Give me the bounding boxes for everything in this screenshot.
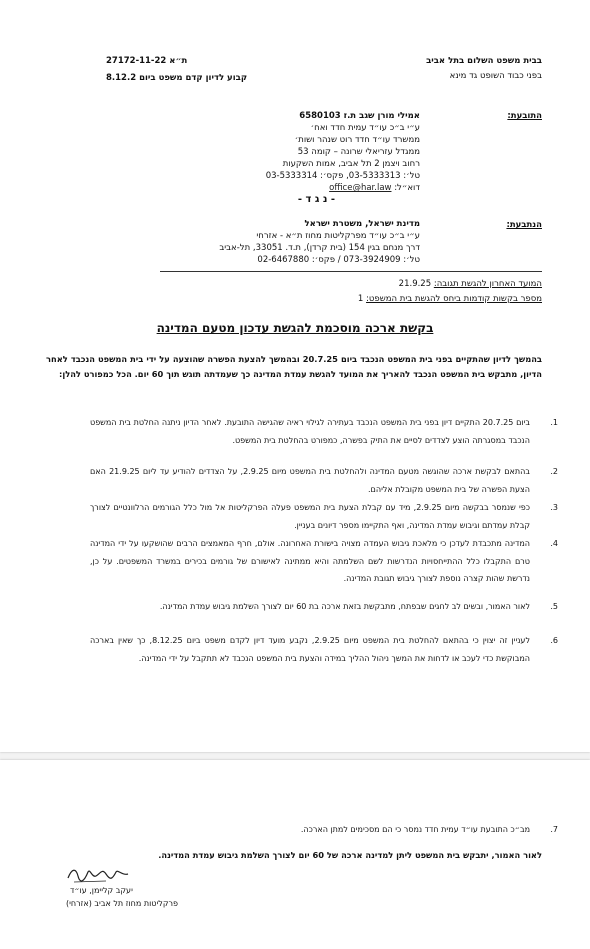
intro-paragraph: בהמשך לדיון שהתקיים בפני בית המשפט הנכבד ביום 20.7.25 ובהמשך להצעת הפשרה שהוצעה על ידי בית המשפט הנכבד לאחר הדיון, מתבקש בית המשפט הנכבד להאריך את המועד להגשת עמדת המדינה כך שעמדתה תוגש תוך 60 יום. הכל כמפורט להלן: — [46, 354, 542, 379]
defendant-line: ע״י ב״כ עו״ד מפרקליטות מחוז ת״א - אזרחי — [256, 231, 420, 241]
defendant-line: דרך מנחם בגין 154 (בית קרדן), ת.ד. 33051, תל-אביב — [219, 243, 420, 253]
judge-name: בפני כבוד השופט גד מינא — [449, 71, 542, 81]
plaintiff-block — [266, 110, 420, 194]
deadline-label: המועד האחרון להגשת תגובה: — [433, 279, 542, 289]
case-number: ת״א 27172-11-22 — [106, 56, 188, 66]
paragraph-number: .3 — [550, 503, 558, 512]
paragraph-number: .6 — [550, 636, 558, 645]
signer-office: פרקליטות מחוז תל אביב (אזרחי) — [66, 899, 179, 908]
paragraph-number: .5 — [550, 602, 558, 611]
defendant-name: מדינת ישראל, משטרת ישראל — [304, 219, 420, 229]
defendant-block — [219, 218, 420, 266]
document-title: בקשת ארכה מוסכמת להגשת עדכון מטעם המדינה — [156, 321, 434, 335]
previous-requests-row — [358, 293, 542, 305]
plaintiff-email-row: דוא״ל: office@har.law — [329, 183, 420, 193]
plaintiff-line: טל׳: 03-5333313, פקס׳: 03-5333314 — [265, 171, 420, 181]
paragraph-1: ביום 20.7.25 התקיים דיון בפני בית המשפט הנכבד בעתירה לגילוי ראיה שהגישה התובעת. לאחר הדיון ניתנה החלטת בית המשפט הנכבד במסגרתה הוצע לצדדים לסיים את התיק בפשרה, כמפורט בהחלטת בית המשפט. — [90, 418, 530, 445]
previous-requests-label: מספר בקשות קודמות ביחס להגשת בית המשפט: — [366, 294, 542, 304]
paragraph-number: .7 — [550, 825, 558, 834]
previous-requests-value: 1 — [357, 294, 364, 304]
defendant-role: הנתבעת: — [506, 220, 542, 230]
paragraph-number: .4 — [550, 539, 558, 548]
paragraph-4: המדינה מתכבדת לעדכן כי מלאכת גיבוש העמדה מצויה בישורת האחרונה. אולם, חרף המאמצים הרבים שהושקעו על ידי המדינה טרם התקבלו כלל ההתייחסויות הנדרשות לשם השלמתה והיא ממתינה לאישורם של גורמים בכירים במשרד המשפטים. על כן, נדרשת שהות קצרה נוספת לצורך גיבוש תגובת המדינה. — [90, 539, 530, 584]
signature-image — [66, 864, 130, 886]
document-page-2 — [0, 760, 590, 949]
versus-separator: - נ ג ד - — [297, 194, 335, 205]
paragraph-number: .1 — [550, 418, 558, 427]
plaintiff-line: ממשרד עו״ד חדד רוט שנהר ושות׳ — [294, 135, 420, 145]
plaintiff-line: ממגדל עזריאלי שרונה – קומה 53 — [297, 147, 420, 157]
plaintiff-role: התובעת: — [507, 111, 542, 121]
deadline-value: 21.9.25 — [398, 279, 432, 289]
paragraph-7: מב״כ התובעת עו״ד עמית חדד נמסר כי הם מסכימים למתן הארכה. — [300, 825, 530, 834]
hearing-note: קבוע לדיון קדם משפט ביום 8.12.2 — [106, 73, 248, 83]
plaintiff-email-link[interactable]: office@har.law — [329, 183, 392, 193]
paragraph-2: בהתאם לבקשת ארכה שהוגשה מטעם המדינה ולהחלטת בית המשפט מיום 2.9.25, על הצדדים להודיע עד ליום 21.9.25 האם הצעת הפשרה של בית המשפט מקובלת אליהם. — [90, 467, 530, 494]
conclusion: לאור האמור, יתבקש בית המשפט ליתן למדינה ארכה של 60 יום לצורך השלמת גיבוש עמדת המדינה. — [158, 850, 542, 860]
deadline-row — [399, 278, 542, 290]
court-name: בבית משפט השלום בתל אביב — [426, 56, 542, 66]
plaintiff-line: רחוב ויצמן 2 תל אביב, אמות השקעות — [282, 159, 420, 169]
paragraph-6: לעניין זה יצוין כי בהתאם להחלטת בית המשפט מיום 2.9.25, נקבע מועד דיון לקדם משפט ביום 8.12.25, כך שאין בארכה המבוקשת כדי לעכב או לדחות את המשך ניהול ההליך במידה והצעת בית המשפט הנכבד לא תתקבל על ידי המדינה. — [90, 636, 530, 663]
plaintiff-name: אמילי מורן שגב ת.ז 6580103 — [299, 111, 420, 121]
meta-divider — [160, 271, 542, 272]
paragraph-5: לאור האמור, ובשים לב לחגים שבפתח, מתבקשת בזאת ארכה בת 60 יום לצורך השלמת גיבוש עמדת המדינה. — [159, 602, 530, 611]
paragraph-number: .2 — [550, 467, 558, 476]
plaintiff-line: ע״י ב״כ עו״ד עמית חדד ואח׳ — [310, 123, 420, 133]
paragraph-3: כפי שנמסר בבקשה מיום 2.9.25, מיד עם קבלת הצעת בית המשפט פעלה הפרקליטות אל מול כלל הגורמים הרלוונטיים לצורך קבלת עמדתם וגיבוש עמדת המדינה, ואף התקיימו מספר דיונים בעניין. — [90, 503, 530, 530]
defendant-line: טל׳: 073-3924909 / פקס׳: 02-6467880 — [257, 255, 420, 265]
signer-name: יעקב קליימן, עו״ד — [70, 886, 133, 895]
